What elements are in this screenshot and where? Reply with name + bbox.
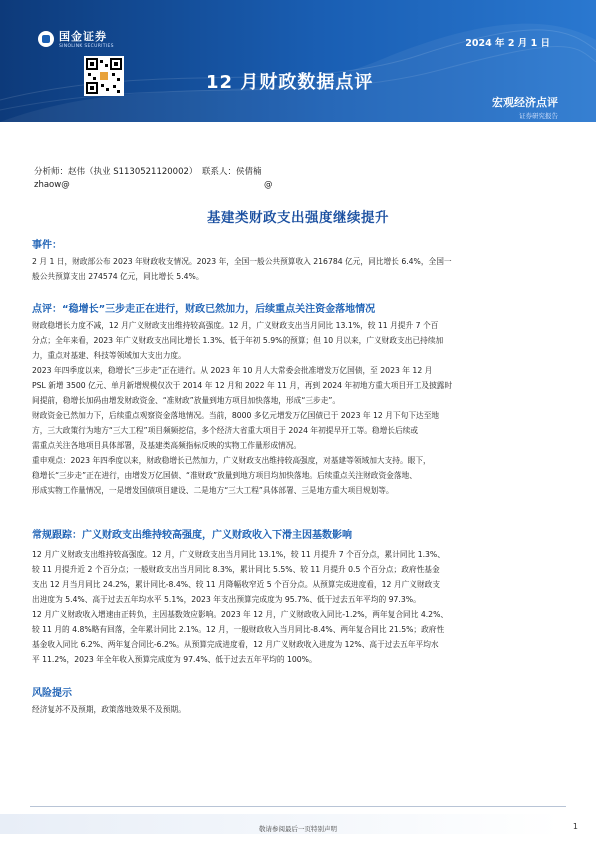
brand-name-en: SINOLINK SECURITIES [59,44,114,49]
analyst-email: zhaow@ [34,180,70,190]
paragraph: 2023 年四季度以来，稳增长“三步走”正在进行。从 2023 年 10 月人大常委会批准增发万亿国债，至 2023 年 12 月 PSL 新增 3500 亿元、单月新增规模仅次于 2014 年 12 月和 2022 年 11 月，再到 2024 年初地方重大项目开工及披露时 间提前，稳增长加码由增发财政资金、“准财政”放量到地方项目加快落地，形成“三步走”。 [32,366,453,405]
report-category: 宏观经济点评 [492,96,558,109]
report-subcategory: 证券研究报告 [519,112,558,120]
contact-email: @ [264,180,273,190]
report-date: 2024 年 2 月 1 日 [465,38,550,49]
analyst-name: 分析师：赵伟（执业 S1130521120002） [34,167,198,177]
contact-name: 联系人：侯倩楠 [202,167,262,177]
section-heading: 风险提示 [32,688,72,699]
paragraph: 财政稳增长力度不减，12 月广义财政支出维持较高强度。12 月，广义财政支出当月同比 13.1%，较 11 月提升 7 个百 分点；全年来看，2023 年广义财政支出同比增长 1.3%、低于年初 5.9%的预算；但 10 月以来，广义财政支出已持续加 力，重点对基建、科技等领域加大支出力度。 [32,321,444,360]
report-title: 12 月财政数据点评 [206,72,374,93]
paragraph: 12 月广义财政支出维持较高强度。12 月，广义财政支出当月同比 13.1%，较 11 月提升 7 个百分点，累计同比 1.3%、 较 11 月提升近 2 个百分点；一般财政支出当月同比 8.3%，累计同比 5.5%、较 11 月提升 0.5 个百分点；政府性基金 支出 12 月当月同比 24.2%，累计同比-8.4%、较 11 月降幅收窄近 5 个百分点。从预算完成进度看，12 月广义财政支 出进度为 5.4%、高于过去五年均水平 5.1%，2023 年支出预算完成度为 95.7%、低于过去五年平均的 97.3%。 [32,550,445,604]
page-number: 1 [572,822,578,831]
paragraph: 经济复苏不及预期，政策落地效果不及预期。 [32,705,186,714]
footer-divider [30,806,566,807]
section-risks [32,684,568,717]
section-heading: 事件： [32,240,62,251]
paragraph: 2 月 1 日，财政部公布 2023 年财政收支情况。2023 年，全国一般公共预算收入 216784 亿元，同比增长 6.4%，全国一 般公共预算支出 274574 亿元，同比增长 5.4%。 [32,257,452,281]
section-commentary [32,300,568,498]
brand-name-cn: 国金证券 [59,30,107,43]
paragraph: 重申观点：2023 年四季度以来，财政稳增长已然加力，广义财政支出维持较高强度，对基建等领域加大支持。眼下， 稳增长“三步走”正在进行，由增发万亿国债、“准财政”放量到地方项目均加快落地。后续重点关注财政资金落地、 形成实物工作量情况，一是增发国债项目建设、二是地方“三大工程”具体部署、三是地方重大项目规划等。 [32,456,431,495]
footer-disclaimer: 敬请参阅最后一页特别声明 [259,825,337,833]
analyst-info [34,166,273,192]
main-headline: 基建类财政支出强度继续提升 [207,210,389,226]
section-heading: 常规跟踪：广义财政支出维持较高强度，广义财政收入下滑主因基数影响 [32,530,352,541]
qr-code-icon [84,56,124,96]
paragraph: 12 月广义财政收入增速由正转负，主因基数效应影响。2023 年 12 月，广义财政收入同比-1.2%，两年复合同比 4.2%、 较 11 月的 4.8%略有回落，全年累计同比 2.1%。12 月，一般财政收入当月同比-8.4%、两年复合同比 21.5%；政府性 基金收入同比 6.2%、两年复合同比-6.2%。从预算完成进度看，12 月广义财政收入进度为 12%、高于过去五年平均水 平 11.2%，2023 年全年收入预算完成度为 97.4%、低于过去五年平均的 100%。 [32,610,449,664]
section-event [32,236,568,284]
section-heading: 点评：“稳增长”三步走正在进行，财政已然加力，后续重点关注资金落地情况 [32,304,376,315]
section-tracking [32,526,568,667]
report-header [0,0,596,122]
brand-logo-icon [38,31,54,47]
paragraph: 财政资金已然加力下，后续重点观察资金落地情况。当前，8000 多亿元增发万亿国债已于 2023 年 12 月下旬下达至地 方，三大政策行为地方“三大工程”项目频频挖信，多个经济大省重大项目于 2024 年初提早开工等。稳增长后续或 需重点关注各地项目具体部署，及基建类高频指标反映的实物工作量形成情况。 [32,411,440,450]
brand-logo [38,28,114,49]
